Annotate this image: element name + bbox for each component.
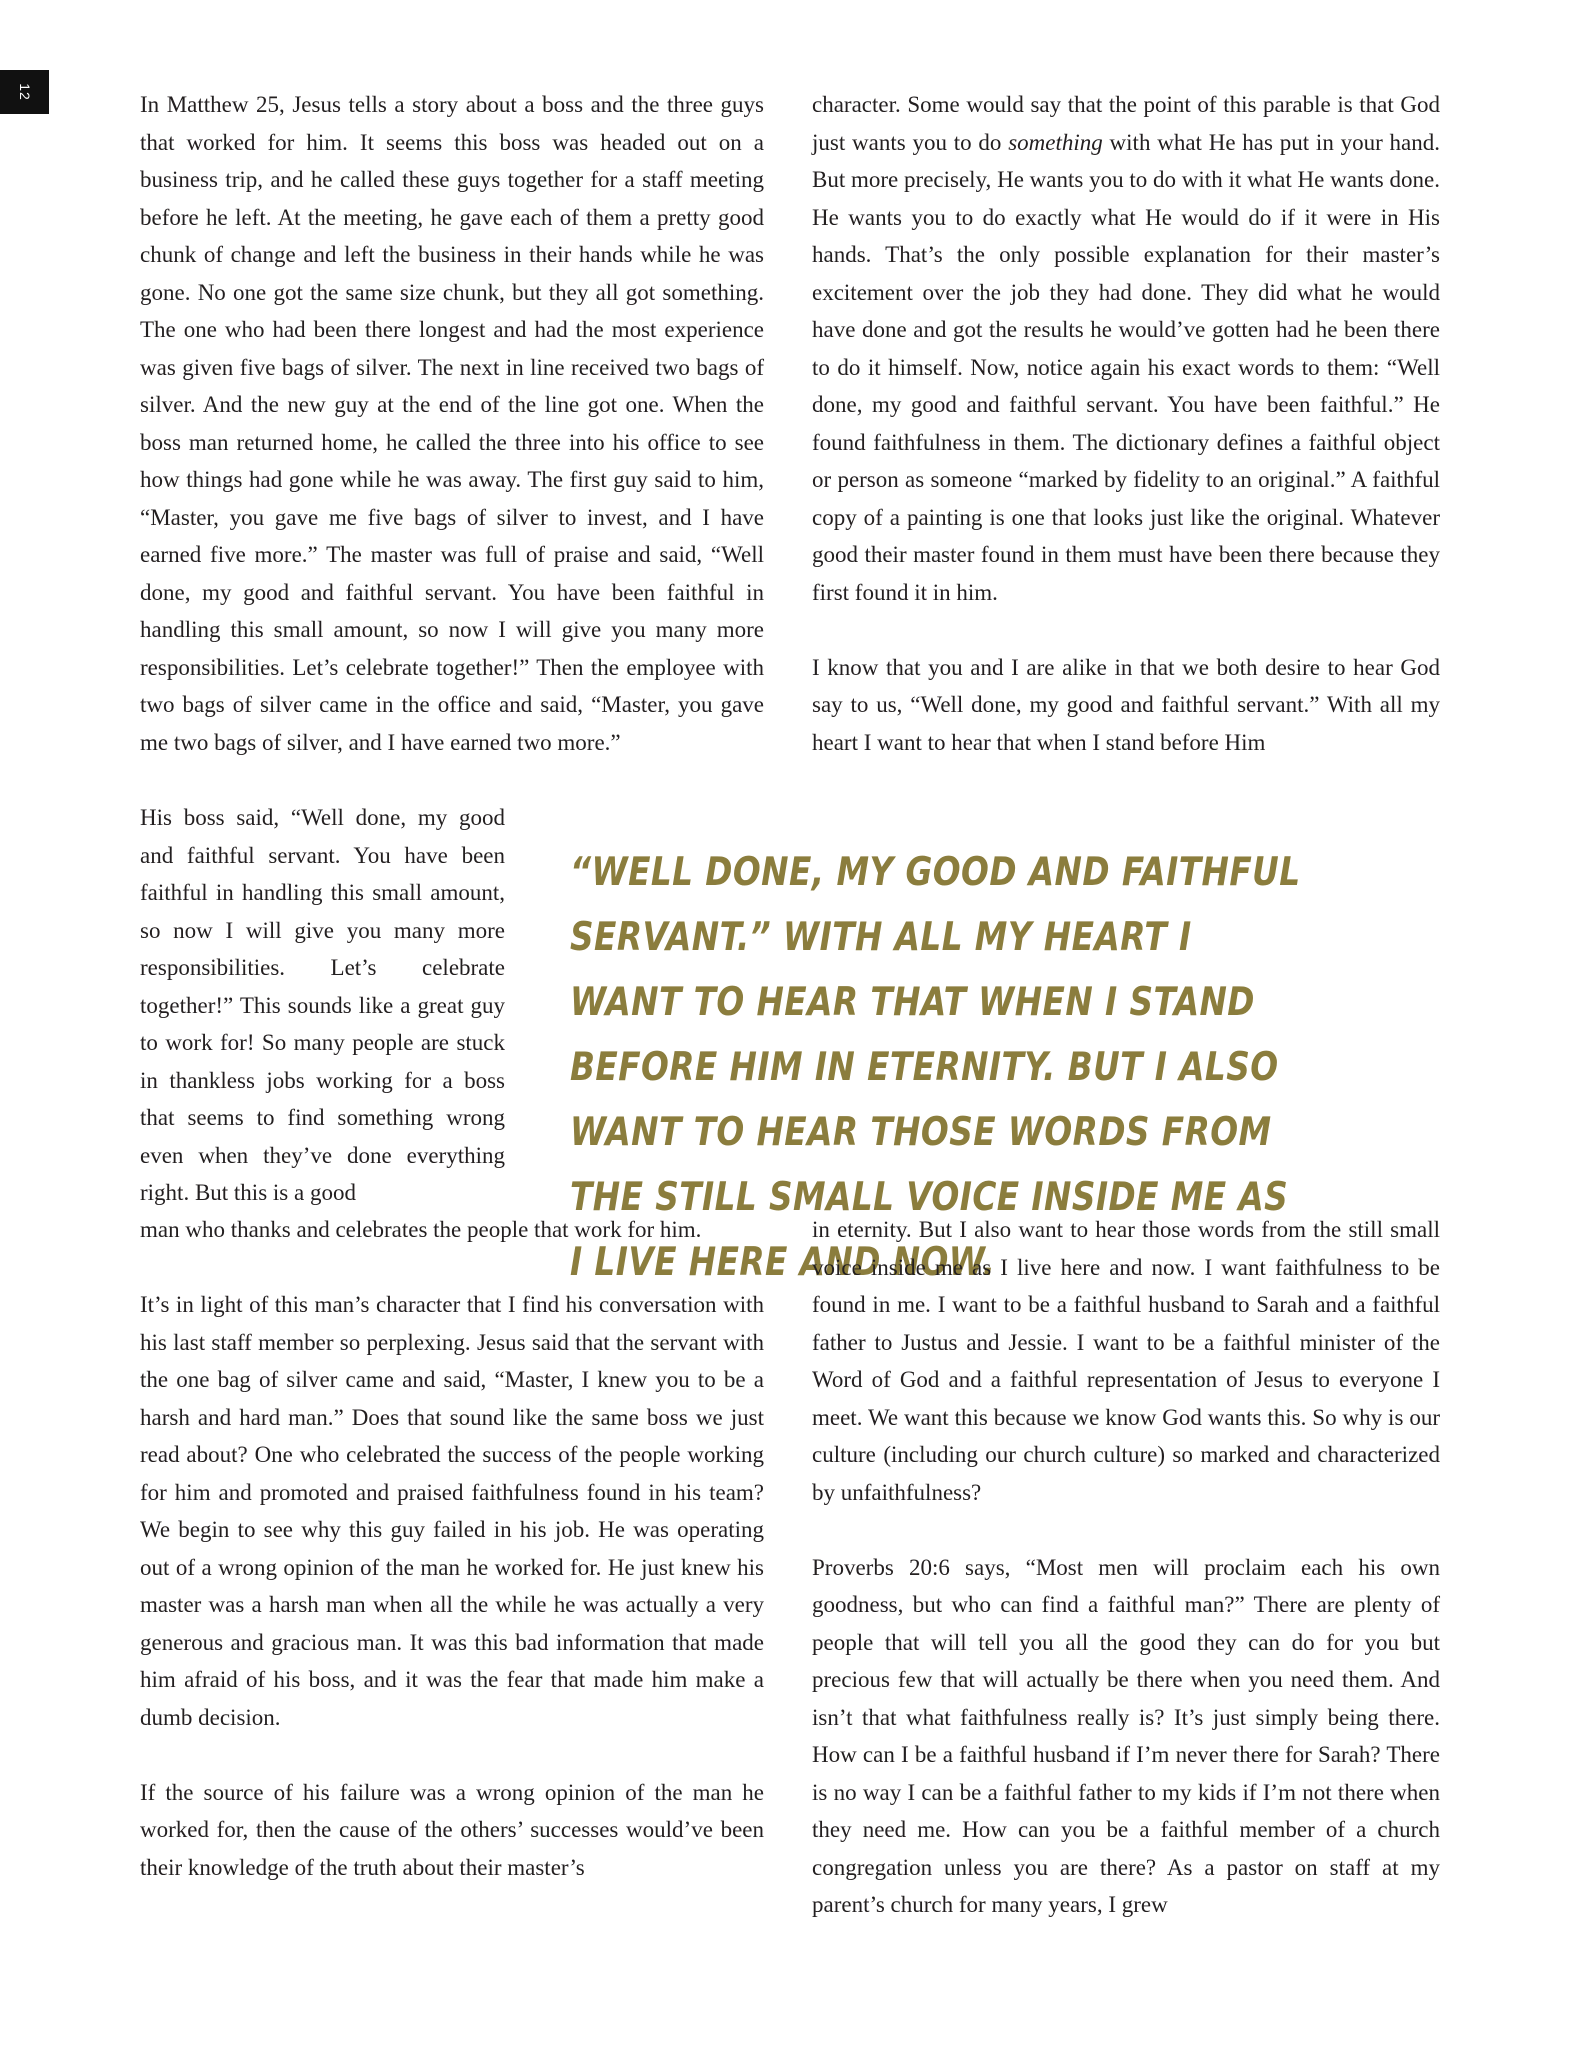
- page-number: 12: [16, 83, 33, 101]
- body-paragraph: Proverbs 20:6 says, “Most men will proclaim each his own goodness, but who can find a faithful man?” There are plenty of people that will tell you all the good they can do for you but precious few that will actually be there when you need them. And isn’t that what faithfulness really is? It’s just simply being there. How can I be a faithful husband if I’m never there for Sarah? There is no way I can be a faithful father to my kids if I’m not there when they need me. How can you be a faithful member of a church congregation unless you are there? As a pastor on staff at my parent’s church for many years, I grew: [812, 1554, 1440, 1917]
- left-column-bottom: [140, 1211, 764, 1886]
- left-column-top: [140, 86, 764, 761]
- body-paragraph: man who thanks and celebrates the people that work for him.: [140, 1217, 702, 1242]
- right-column-bottom: [812, 1211, 1440, 1924]
- right-column-top: [812, 86, 1440, 761]
- body-paragraph: His boss said, “Well done, my good and faithful servant. You have been faithful in handling this small amount, so now I will give you many more responsibilities. Let’s celebrate together!” This sounds like a great guy to work for! So many people are stuck in thankless jobs working for a boss that seems to find something wrong even when they’ve done everything right. But this is a good: [140, 805, 505, 1205]
- body-paragraph: I know that you and I are alike in that we both desire to hear God say to us, “Well done, my good and faithful servant.” With all my heart I want to hear that when I stand before Him: [812, 654, 1440, 755]
- body-paragraph: In Matthew 25, Jesus tells a story about a boss and the three guys that worked for him. It seems this boss was headed out on a business trip, and he called these guys together for a staff meeting before he left. At the meeting, he gave each of them a pretty good chunk of change and left the business in their hands while he was gone. No one got the same size chunk, but they all got something. The one who had been there longest and had the most experience was given five bags of silver. The next in line received two bags of silver. And the new guy at the end of the line got one. When the boss man returned home, he called the three into his office to see how things had gone while he was away. The first guy said to him, “Master, you gave me five bags of silver to invest, and I have earned five more.” The master was full of praise and said, “Well done, my good and faithful servant. You have been faithful in handling this small amount, so now I will give you many more responsibilities. Let’s celebrate together!” Then the employee with two bags of silver came in the office and said, “Master, you gave me two bags of silver, and I have earned two more.”: [140, 92, 764, 755]
- emphasis-text: something: [1008, 129, 1103, 155]
- page-number-tab: [0, 70, 49, 114]
- text-run: with what He has put in your hand. But more precisely, He wants you to do with it what He wants done. He wants you to do exactly what He would do if it were in His hands. That’s the only possible explanation for their master’s excitement over the job they had done. They did what he would have done and got the results he would’ve gotten had he been there to do it himself. Now, notice again his exact words to them: “Well done, my good and faithful servant. You have been faithful.” He found faithfulness in them. The dictionary defines a faithful object or person as someone “marked by fidelity to an original.” A faithful copy of a painting is one that looks just like the original. Whatever good their master found in them must have been there because they first found it in him.: [812, 129, 1440, 605]
- left-column-wrapped: [140, 799, 505, 1212]
- body-paragraph: [812, 86, 1440, 611]
- text-run: character. Some would say that the point of this parable is that God just wants you to do: [812, 92, 1440, 155]
- body-paragraph: It’s in light of this man’s character that I find his conversation with his last staff member so perplexing. Jesus said that the servant with the one bag of silver came and said, “Master, I knew you to be a harsh and hard man.” Does that sound like the same boss we just read about? One who celebrated the success of the people working for him and promoted and praised faithfulness found in his team? We begin to see why this guy failed in his job. He was operating out of a wrong opinion of the man he worked for. He just knew his master was a harsh man when all the while he was actually a very generous and gracious man. It was this bad information that made him afraid of his boss, and it was the fear that made him make a dumb decision.: [140, 1292, 764, 1730]
- body-paragraph: in eternity. But I also want to hear those words from the still small voice inside me as I live here and now. I want faithfulness to be found in me. I want to be a faithful husband to Sarah and a faithful father to Justus and Jessie. I want to be a faithful minister of the Word of God and a faithful representation of Jesus to everyone I meet. We want this because we know God wants this. So why is our culture (including our church culture) so marked and characterized by unfaithfulness?: [812, 1217, 1440, 1505]
- body-paragraph: If the source of his failure was a wrong opinion of the man he worked for, then the cause of the others’ successes would’ve been their knowledge of the truth about their master’s: [140, 1779, 764, 1880]
- pull-quote: “WELL DONE, MY GOOD AND FAITHFUL SERVANT.” WITH ALL MY HEART I WANT TO HEAR THAT WHEN I STAND BEFORE HIM IN ETERNITY. BUT I ALSO WANT TO HEAR THOSE WORDS FROM THE STILL SMALL VOICE INSIDE ME AS I LIVE HERE AND NOW.: [570, 850, 1301, 1285]
